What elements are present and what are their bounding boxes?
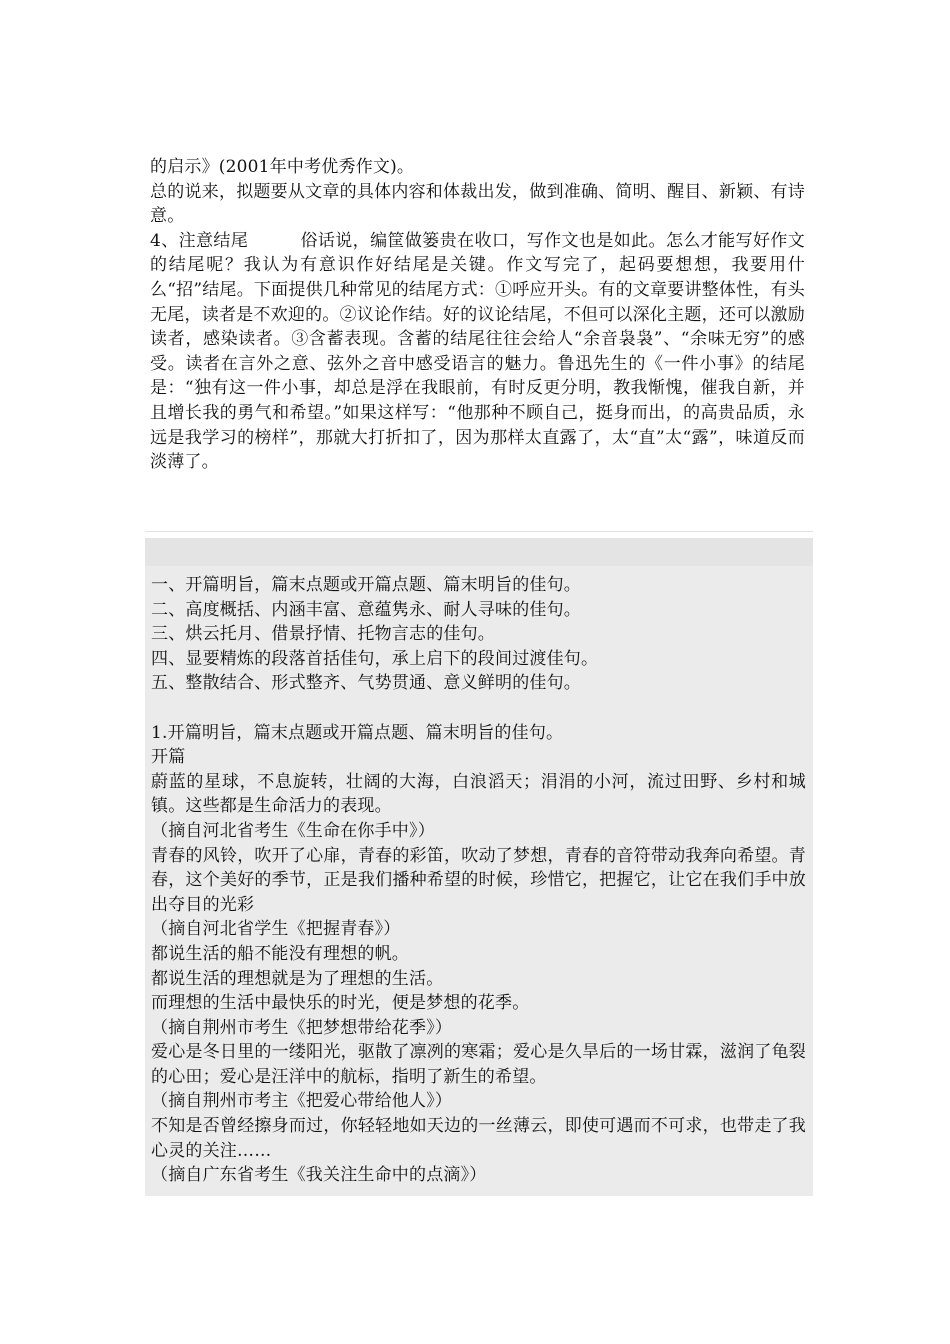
quote-source: （摘自荆州市考生《把梦想带给花季》） xyxy=(151,1017,453,1038)
quote-source: （摘自河北省学生《把握青春》） xyxy=(151,919,401,940)
quote-source: （摘自河北省考生《生命在你手中》） xyxy=(151,820,435,841)
quote-text: 青春的风铃，吹开了心扉，青春的彩笛，吹动了梦想，青春的音符带动我奔向希望。青春，这个美好的季节，正是我们播种希望的时候，珍惜它，把握它，让它在我们手中放出夺目的光彩 xyxy=(151,845,806,915)
quote-box-text xyxy=(151,573,806,1188)
section-divider xyxy=(145,531,813,532)
blank-line xyxy=(151,696,806,721)
quote-text: 都说生活的船不能没有理想的帆。 xyxy=(151,943,409,964)
quote-text: 都说生活的理想就是为了理想的生活。 xyxy=(151,968,444,989)
list-item: 五、整散结合、形式整齐、气势贯通、意义鲜明的佳句。 xyxy=(151,673,581,694)
quote-source: （摘自广东省考生《我关注生命中的点滴》） xyxy=(151,1165,487,1186)
quote-text: 爱心是冬日里的一缕阳光，驱散了凛冽的寒霜；爱心是久旱后的一场甘霖，滋润了龟裂的心田；爱心是汪洋中的航标，指明了新生的希望。 xyxy=(151,1042,806,1087)
paragraph-intro-tail: 的启示》(2001年中考优秀作文)。 xyxy=(150,157,415,177)
section-subtitle: 开篇 xyxy=(151,747,186,768)
quote-source: （摘自荆州市考主《把爱心带给他人》） xyxy=(151,1091,453,1112)
section-title: 1.开篇明旨，篇末点题或开篇点题、篇末明旨的佳句。 xyxy=(151,722,564,743)
paragraph-title-summary: 总的说来，拟题要从文章的具体内容和体裁出发，做到准确、简明、醒目、新颖、有诗意。 xyxy=(150,181,805,227)
quote-box-header xyxy=(145,538,813,566)
quote-text: 不知是否曾经擦身而过，你轻轻地如天边的一丝薄云，即使可遇而不可求，也带走了我心灵的关注…… xyxy=(151,1116,806,1161)
list-item: 二、高度概括、内涵丰富、意蕴隽永、耐人寻味的佳句。 xyxy=(151,599,581,620)
list-item: 三、烘云托月、借景抒情、托物言志的佳句。 xyxy=(151,624,495,645)
top-text-block xyxy=(150,155,805,475)
quote-text: 蔚蓝的星球，不息旋转，壮阔的大海，白浪滔天；涓涓的小河，流过田野、乡村和城镇。这些都是生命活力的表现。 xyxy=(151,771,806,817)
paragraph-ending-advice: 4、注意结尾 俗话说，编筐做篓贵在收口，写作文也是如此。怎么才能写好作文的结尾呢？我认为有意识作好结尾是关键。作文写完了，起码要想想，我要用什么“招”结尾。下面提供几种常见的结尾方式：①呼应开头。有的文章要讲整体性，有头无尾，读者是不欢迎的。②议论作结。好的议论结尾，不但可以深化主题，还可以激励读者，感染读者。③含蓄表现。含蓄的结尾往往会给人“余音袅袅”、“余味无穷”的感受。读者在言外之意、弦外之音中感受语言的魅力。鲁迅先生的《一件小事》的结尾是：“独有这一件小事，却总是浮在我眼前，有时反更分明，教我惭愧，催我自新，并且增长我的勇气和希望。”如果这样写：“他那种不顾自己，挺身而出，的高贵品质，永远是我学习的榜样”，那就大打折扣了，因为那样太直露了，太“直”太“露”，味道反而淡薄了。 xyxy=(150,230,805,473)
quote-text: 而理想的生活中最快乐的时光，便是梦想的花季。 xyxy=(151,993,530,1014)
list-item: 一、开篇明旨，篇末点题或开篇点题、篇末明旨的佳句。 xyxy=(151,575,581,595)
list-item: 四、显要精炼的段落首括佳句，承上启下的段间过渡佳句。 xyxy=(151,648,599,669)
